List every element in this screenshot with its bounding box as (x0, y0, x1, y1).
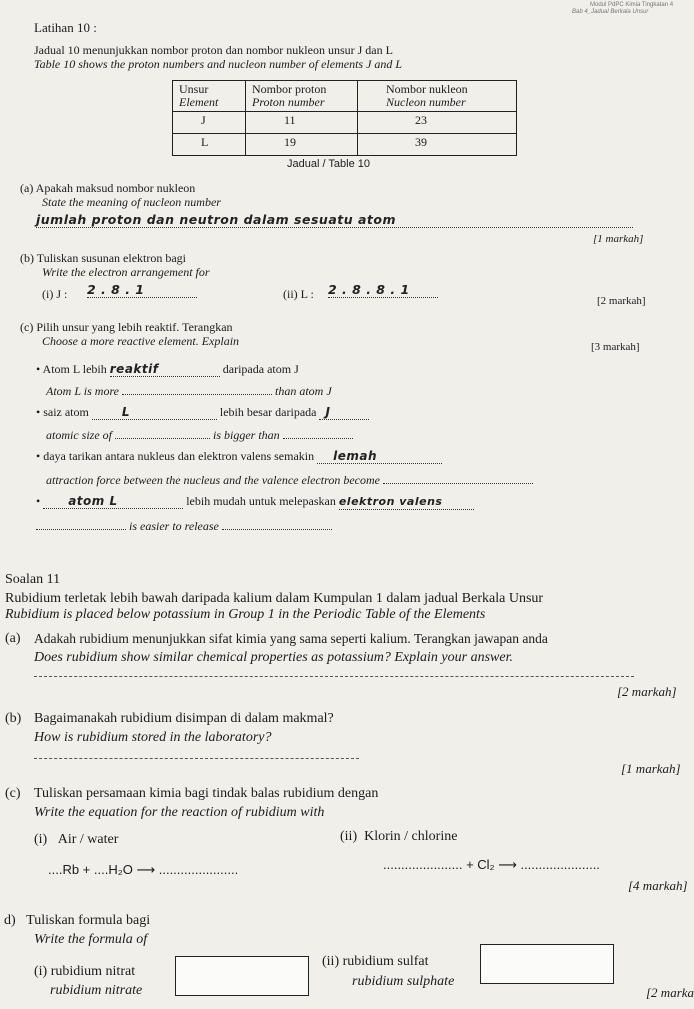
q11b-label: (b) (5, 711, 22, 726)
q11d-ii-ms: (ii) rubidium sulfat (322, 954, 429, 969)
q11a-text-en: Does rubidium show similar chemical properties as potassium? Explain your answer. (34, 650, 513, 665)
q11a-label: (a) (5, 631, 21, 646)
q10b-i-label: (i) J : (42, 287, 68, 301)
q10c-l4-answer2-field[interactable]: elektron valens (339, 495, 474, 510)
q11c-i-row: (i) Air / water (34, 832, 119, 847)
bullet-icon: • (36, 405, 41, 419)
q11b-text-en: How is rubidium stored in the laboratory? (34, 730, 272, 745)
q11d-text-ms: d) Tuliskan formula bagi (4, 913, 151, 928)
q10c-line3: • daya tarikan antara nukleus dan elektron valens semakin lemah (36, 449, 442, 464)
latihan-title: Latihan 10 : (34, 20, 97, 35)
q10c-l2-en-blank1[interactable] (115, 427, 210, 439)
table-row (173, 134, 517, 156)
q10c-marks: [3 markah] (591, 341, 640, 353)
q10b-ii-answer-field[interactable]: 2 . 8 . 8 . 1 (328, 283, 438, 298)
q11b-text-ms: Bagaimanakah rubidium disimpan di dalam makmal? (34, 711, 334, 726)
q10c-label: (c) (20, 320, 34, 334)
bullet-icon: • (36, 362, 41, 376)
q11c-text-en: Write the equation for the reaction of rubidium with (34, 805, 325, 820)
q11d-i-en: rubidium nitrate (50, 983, 143, 998)
q11c-marks: [4 markah] (628, 878, 688, 893)
q10b-marks: [2 markah] (597, 295, 646, 307)
q11c-text-ms: Tuliskan persamaan kimia bagi tindak balas rubidium dengan (34, 786, 379, 801)
latihan-intro-ms: Jadual 10 menunjukkan nombor proton dan nombor nukleon unsur J dan L (34, 43, 393, 57)
q10c-l2-en-blank2[interactable] (283, 427, 353, 439)
q11a-marks: [2 markah] (617, 684, 677, 699)
cell-proton: 11 (246, 112, 358, 134)
soalan-intro-ms: Rubidium terletak lebih bawah daripada kalium dalam Kumpulan 1 dalam jadual Berkala Unsur (5, 591, 544, 606)
q11d-marks: [2 marka (646, 985, 694, 1000)
table-10 (172, 80, 517, 156)
cell-element: J (173, 112, 246, 134)
q10c-text-en: Choose a more reactive element. Explain (42, 334, 240, 348)
q10a-answer-field[interactable]: jumlah proton dan neutron dalam sesuatu atom (36, 213, 633, 228)
q10c-l1-en-blank[interactable] (122, 383, 272, 395)
latihan-intro-en: Table 10 shows the proton numbers and nucleon number of elements J and L (34, 57, 403, 71)
q10c-l3-en-blank[interactable] (383, 472, 533, 484)
q10c-line1: • Atom L lebih reaktif daripada atom J (36, 362, 299, 376)
q10a-label: (a) (20, 181, 34, 195)
q10c-line3-en: attraction force between the nucleus and the valence electron become (46, 472, 533, 488)
th-element-en: Element (179, 95, 219, 109)
q11d-text-en: Write the formula of (34, 932, 148, 947)
soalan-title: Soalan 11 (5, 572, 61, 587)
cell-nucleon: 23 (358, 112, 517, 134)
q10c-line2: • saiz atom L lebih besar daripada J (36, 405, 369, 420)
table-row (173, 112, 517, 134)
q10b-ii-label: (ii) L : (283, 287, 314, 301)
q10c-l2-answer2-field[interactable]: J (319, 405, 369, 420)
header-module-title: Modul PdPC Kimia Tingkatan 4 (590, 2, 674, 8)
cell-proton: 19 (246, 134, 358, 156)
q10c-line4-en: is easier to release (36, 518, 332, 534)
bullet-icon: • (36, 494, 41, 508)
q11c-equation-chlorine[interactable]: ...................... + Cl₂ ⟶ ...................... (383, 857, 600, 872)
q11d-i-answer-box[interactable] (175, 956, 309, 996)
q11c-equation-water[interactable]: ....Rb + ....H₂O ⟶ ...................... (48, 862, 239, 877)
th-nucleon-en: Nucleon number (386, 95, 466, 109)
th-proton-en: Proton number (252, 95, 325, 109)
q11d-label: d) (4, 913, 16, 928)
q11c-label: (c) (5, 786, 21, 801)
q11d-i-ms: (i) rubidium nitrat (34, 964, 136, 979)
q11a-text-ms: Adakah rubidium menunjukkan sifat kimia yang sama seperti kalium. Terangkan jawapan anda (34, 631, 548, 646)
q11a-answer-line[interactable] (34, 676, 634, 677)
q11c-ii-row: (ii) Klorin / chlorine (340, 829, 458, 844)
q10c-l1-answer-field[interactable]: reaktif (110, 362, 220, 377)
q10b-label: (b) (20, 251, 34, 265)
cell-element: L (173, 134, 246, 156)
q10c-line2-en: atomic size of is bigger than (46, 427, 353, 443)
q10c-l4-answer-field[interactable]: atom L (43, 494, 183, 509)
th-nucleon-ms: Nombor nukleon (386, 82, 468, 96)
q10c-text-ms: (c) Pilih unsur yang lebih reaktif. Terangkan (20, 320, 233, 334)
th-element-ms: Unsur (179, 82, 209, 96)
q10b-text-ms: (b) Tuliskan susunan elektron bagi (20, 251, 187, 265)
q11d-ii-en: rubidium sulphate (352, 974, 455, 989)
bullet-icon: • (36, 449, 41, 463)
q10c-line1-en: Atom L is more than atom J (46, 384, 332, 398)
header-chapter-title: Bab 4_Jadual Berkala Unsur (572, 9, 649, 15)
q11b-marks: [1 markah] (621, 761, 681, 776)
table-caption: Jadual / Table 10 (287, 158, 370, 170)
q10a-text-ms: (a) Apakah maksud nombor nukleon (20, 181, 196, 195)
q10a-marks: [1 markah] (593, 233, 644, 245)
q11d-ii-answer-box[interactable] (480, 944, 614, 984)
q10c-l4-en-blank1[interactable] (36, 518, 126, 530)
q10b-text-en: Write the electron arrangement for (42, 265, 210, 279)
cell-nucleon: 39 (358, 134, 517, 156)
q11b-answer-line[interactable] (34, 758, 359, 759)
q10c-l2-answer1-field[interactable]: L (92, 405, 217, 420)
table-header-row (173, 81, 517, 112)
q10b-i-answer-field[interactable]: 2 . 8 . 1 (87, 283, 197, 298)
q10c-l3-answer-field[interactable]: lemah (317, 449, 442, 464)
q10c-l4-en-blank2[interactable] (222, 518, 332, 530)
q10a-text-en: State the meaning of nucleon number (42, 195, 221, 209)
th-proton-ms: Nombor proton (252, 82, 327, 96)
soalan-intro-en: Rubidium is placed below potassium in Group 1 in the Periodic Table of the Elements (5, 607, 486, 622)
q10c-line4: • atom L lebih mudah untuk melepaskan elektron valens (36, 494, 474, 510)
